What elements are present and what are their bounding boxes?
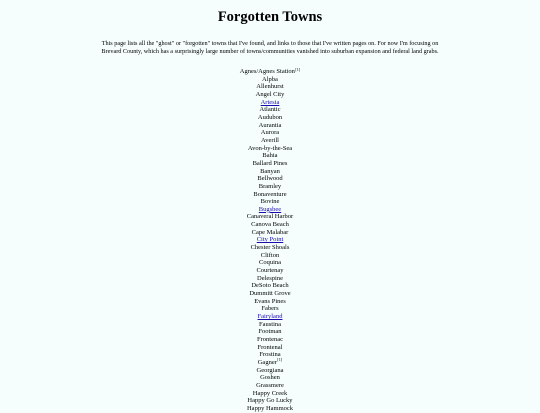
town-list-item bbox=[0, 367, 540, 375]
town-name: Avon-by-the-Sea bbox=[247, 144, 293, 152]
town-name: Courtenay bbox=[256, 267, 284, 275]
town-list-item bbox=[0, 374, 540, 382]
town-list-item bbox=[0, 198, 540, 206]
town-list-item bbox=[0, 382, 540, 390]
footnote-marker[interactable]: [1] bbox=[295, 66, 301, 72]
town-name: Evans Pines bbox=[254, 297, 286, 305]
town-name: Aurora bbox=[260, 129, 280, 137]
town-name: Faustina bbox=[258, 320, 282, 328]
town-list-item[interactable] bbox=[0, 313, 540, 321]
town-name: Dummitt Grove bbox=[249, 290, 291, 298]
town-name: Bonaventure bbox=[253, 190, 287, 198]
town-name: Angel City bbox=[255, 90, 285, 98]
town-name: Frontenac bbox=[257, 335, 283, 343]
town-link[interactable]: Artesia bbox=[260, 98, 280, 106]
town-list-item[interactable] bbox=[0, 236, 540, 244]
town-list-item bbox=[0, 275, 540, 283]
town-list-item bbox=[0, 76, 540, 84]
town-name: Delespine bbox=[257, 274, 283, 282]
town-name: Audubon bbox=[257, 113, 283, 121]
town-list-item bbox=[0, 160, 540, 168]
town-name: Footman bbox=[258, 328, 282, 336]
town-list-item bbox=[0, 397, 540, 405]
town-list-item bbox=[0, 351, 540, 359]
town-name: Averill bbox=[261, 136, 279, 144]
town-list-item bbox=[0, 129, 540, 137]
town-name: Banyan bbox=[260, 167, 280, 175]
town-list-item bbox=[0, 114, 540, 122]
town-list-item bbox=[0, 168, 540, 176]
town-name: Fabers bbox=[261, 305, 279, 313]
town-link[interactable]: Bugsbee bbox=[258, 205, 282, 213]
town-list-item bbox=[0, 259, 540, 267]
town-list-item bbox=[0, 152, 540, 160]
town-list-item bbox=[0, 328, 540, 336]
town-list-item bbox=[0, 244, 540, 252]
footnote-marker[interactable]: [1] bbox=[277, 357, 283, 363]
town-list-item bbox=[0, 321, 540, 329]
town-list-item bbox=[0, 137, 540, 145]
town-name: Clifton bbox=[260, 251, 280, 259]
town-list bbox=[0, 68, 540, 413]
town-name: Coquina bbox=[258, 259, 282, 267]
town-name: Aurantia bbox=[258, 121, 282, 129]
town-list-item bbox=[0, 390, 540, 398]
town-list-item bbox=[0, 282, 540, 290]
town-name: Happy Creek bbox=[252, 389, 288, 397]
town-name: Alpba bbox=[262, 75, 278, 83]
town-list-item bbox=[0, 175, 540, 183]
town-list-item bbox=[0, 213, 540, 221]
town-list-item bbox=[0, 106, 540, 114]
town-name: Bovine bbox=[260, 198, 280, 206]
town-list-item bbox=[0, 122, 540, 130]
town-list-item bbox=[0, 359, 540, 367]
town-name: Bramley bbox=[258, 182, 282, 190]
town-list-item[interactable] bbox=[0, 206, 540, 214]
town-list-item bbox=[0, 191, 540, 199]
town-name: DeSoto Beach bbox=[251, 282, 289, 290]
town-name: Ballard Pines bbox=[252, 159, 288, 167]
town-list-item bbox=[0, 344, 540, 352]
town-list-item bbox=[0, 305, 540, 313]
town-name: Canaveral Harbor bbox=[246, 213, 294, 221]
town-name: Agnes/Agnes Station bbox=[239, 68, 295, 75]
town-name: Chester Shoals bbox=[250, 244, 290, 252]
page-title: Forgotten Towns bbox=[217, 9, 323, 25]
town-list-item bbox=[0, 267, 540, 275]
town-name: Happy Hammock bbox=[246, 404, 294, 412]
town-name: Bellwood bbox=[257, 175, 283, 183]
town-link[interactable]: City Point bbox=[256, 236, 284, 244]
town-list-item bbox=[0, 221, 540, 229]
town-name: Happy Go Lucky bbox=[247, 397, 293, 405]
town-list-item[interactable] bbox=[0, 99, 540, 107]
town-list-item bbox=[0, 145, 540, 153]
town-list-item bbox=[0, 229, 540, 237]
town-list-item bbox=[0, 336, 540, 344]
town-name: Frontenal bbox=[257, 343, 283, 351]
town-list-item bbox=[0, 83, 540, 91]
town-list-item bbox=[0, 290, 540, 298]
town-list-item bbox=[0, 405, 540, 413]
town-list-item bbox=[0, 68, 540, 76]
town-name: Goshen bbox=[260, 374, 280, 382]
town-list-item bbox=[0, 252, 540, 260]
town-name: Atlantic bbox=[259, 106, 281, 114]
town-name: Frostina bbox=[259, 351, 281, 359]
town-name: Bahia bbox=[262, 152, 278, 160]
town-name: Georgiana bbox=[256, 366, 284, 374]
town-list-item bbox=[0, 298, 540, 306]
town-list-item bbox=[0, 183, 540, 191]
town-name: Gagner bbox=[257, 358, 277, 366]
town-list-item bbox=[0, 91, 540, 99]
town-name: Canova Beach bbox=[251, 221, 289, 229]
town-link[interactable]: Fairyland bbox=[257, 313, 283, 320]
town-name: Grassmere bbox=[256, 381, 284, 389]
town-name: Allenhurst bbox=[256, 83, 284, 91]
town-name: Cape Malabar bbox=[251, 228, 289, 236]
intro-paragraph: This page lists all the "ghost" or "forgotten" towns that I've found, and links to those that I've written pages on. For now I'm focusing on Brevard County, which has a surprisingly large number of towns/communities vanished into suburban expansion and federal land grabs. bbox=[101, 40, 439, 55]
